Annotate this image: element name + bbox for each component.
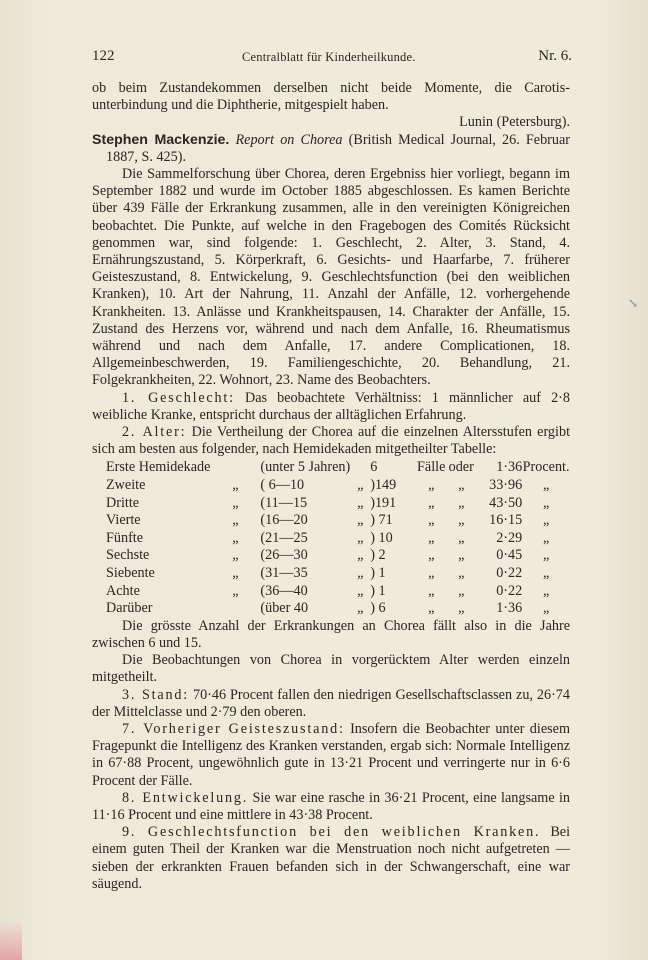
table-cell-q1: „ <box>232 565 239 582</box>
issue-number: Nr. 6. <box>538 48 572 64</box>
table-cell-q2 <box>350 459 370 477</box>
intro-paragraph: ob beim Zustandekommen derselben nicht beide Momente, die Carotis-unterbindung und die Diphtherie, mitgespielt haben. <box>92 80 570 114</box>
section-class-text: 70·46 Procent fallen den niedrigen Gesellschaftsclassen zu, 26·74 der Mittelclasse und 2·79 den oberen. <box>92 686 570 720</box>
table-cell-label: Achte <box>106 582 140 599</box>
table-cell-q1: „ <box>232 547 239 564</box>
table-cell-q5: „ <box>542 529 550 546</box>
age-table <box>92 459 570 617</box>
table-cell-q3: „ <box>428 547 435 564</box>
table-cell-q4: „ <box>458 582 465 599</box>
table-cell-q3: „ <box>428 494 435 511</box>
section-sex-heading: 1. Geschlecht: <box>122 389 235 406</box>
table-row <box>92 583 570 601</box>
table-cell-label: Dritte <box>106 494 140 511</box>
table-cell-count: 6 <box>370 459 378 476</box>
table-cell-count: )191 <box>370 494 397 511</box>
table-cell-q3: „ <box>428 565 435 582</box>
section-class-heading: 3. Stand: <box>122 686 190 703</box>
table-cell-label: Fünfte <box>106 529 144 546</box>
table-cell-q3: „ <box>428 512 435 529</box>
table-cell-range: (unter 5 Jahren) <box>260 459 351 476</box>
table-cell-label: Erste Hemidekade <box>106 459 211 476</box>
table-row <box>92 477 570 495</box>
table-cell-q1: „ <box>232 529 239 546</box>
table-cell-q4: „ <box>458 565 465 582</box>
paragraph-overview: Die Sammelforschung über Chorea, deren Ergebniss hier vorliegt, begann im September 1882 und wurde im October 1885 abgeschlossen. Es kamen Berichte über 439 Fälle der Erkrankung zusammen, alle in den vereinigten Königreichen beobachtet. Die Punkte, auf welche in den Fragebogen des Comités Rücksicht genommen war, sind folgende: 1. Geschlecht, 2. Alter, 3. Stand, 4. Ernährungszustand, 5. Körperkraft, 6. Gesichts- und Haarfarbe, 7. früherer Geisteszustand, 8. Entwickelung, 9. Geschlechtsfunction (bei den weiblichen Kranken), 10. Art der Nahrung, 11. Anzahl der Anfälle, 12. vorhergehende Krankheiten. 13. Anlässe und Krankheitspausen, 14. Charakter der Anfälle, 15. Zustand des Herzens vor, während und nach dem Anfalle, 16. Rheumatismus während und nach dem Anfalle, 17. andere Complicationen, 18. Allgemeinbeschwerden, 19. Familiengeschichte, 20. Behandlung, 21. Folgekrankheiten, 22. Wohnort, 23. Name des Beobachters. <box>92 166 570 389</box>
table-cell-q5: „ <box>542 582 550 599</box>
paragraph-advanced-age: Die Beobachtungen von Chorea in vorgerücktem Alter werden einzeln mitgetheilt. <box>92 652 570 686</box>
table-cell-q1: „ <box>232 582 239 599</box>
table-cell-q4: „ <box>458 547 465 564</box>
margin-mark-icon: ↘ <box>628 296 639 310</box>
table-cell-pct: 16·15 <box>489 512 523 529</box>
section-class <box>92 687 570 721</box>
table-cell-count: )149 <box>370 477 397 494</box>
section-sex <box>92 390 570 424</box>
section-sexual-function-heading: 9. Geschlechtsfunction bei den weiblichen Kranken. <box>122 824 541 841</box>
table-cell-range: (36—40 <box>260 582 308 599</box>
section-sexual-function-text: Bei einem guten Theil der Kranken war die Menstruation noch nicht aufgetreten — sieben der erkrankten Frauen befanden sich in der Schwangerschaft, eine war säugend. <box>92 824 571 892</box>
table-cell-pct: 2·29 <box>496 529 523 546</box>
section-age <box>92 424 570 458</box>
page-stain <box>0 920 22 960</box>
table-cell-label: Siebente <box>106 565 155 582</box>
table-cell-q2: „ <box>357 582 364 599</box>
table-cell-count: ) 1 <box>370 582 386 599</box>
intro-signature: Lunin (Petersburg). <box>459 114 570 131</box>
article-citation: (British Medical Journal, 26. Februar 1887, S. 425). <box>106 131 571 165</box>
table-cell-q5: „ <box>542 547 550 564</box>
table-cell-q2: „ <box>357 512 364 529</box>
table-cell-q3: Fälle <box>417 459 446 476</box>
table-cell-q3: „ <box>428 600 435 617</box>
table-cell-pct: 1·36 <box>496 459 523 476</box>
section-development <box>92 790 570 824</box>
table-row <box>92 600 570 618</box>
section-mental-state-text: Insofern die Beobachter unter diesem Fragepunkt die Intelligenz des Kranken verstanden, ergab sich: Normale Intelligenz in 67·88 Procent, ungewöhnlich gute in 13·21 Procent und verringerte nur in 6·6 Procent der Fälle. <box>92 721 570 789</box>
running-title: Centralblatt für Kinderheilkunde. <box>242 50 416 64</box>
table-cell-q2: „ <box>357 529 364 546</box>
table-cell-q2: „ <box>357 565 364 582</box>
table-cell-range: (11—15 <box>260 494 308 511</box>
table-cell-q3: „ <box>428 582 435 599</box>
table-cell-q4: oder <box>448 459 474 476</box>
table-cell-pct: 43·50 <box>489 494 523 511</box>
table-cell-count: ) 6 <box>370 600 386 617</box>
table-cell-q2: „ <box>357 494 364 511</box>
table-cell-q4: „ <box>458 600 465 617</box>
table-cell-range: (26—30 <box>260 547 308 564</box>
table-cell-q5: „ <box>542 512 550 529</box>
table-cell-count: ) 1 <box>370 565 386 582</box>
table-cell-pct: 1·36 <box>496 600 523 617</box>
table-cell-pct: 0·22 <box>496 582 523 599</box>
section-mental-state-heading: 7. Vorheriger Geisteszustand: <box>122 721 345 738</box>
section-sex-text: Das beobachtete Verhältniss: 1 männlicher auf 2·8 weibliche Kranke, entspricht durchaus der alltäglichen Erfahrung. <box>92 389 571 423</box>
section-age-text: Die Vertheilung der Chorea auf die einzelnen Altersstufen ergibt sich am besten aus folgender, nach Hemidekaden mitgetheilter Tabelle: <box>92 424 571 458</box>
table-cell-q4: „ <box>458 494 465 511</box>
table-row <box>92 495 570 513</box>
table-cell-pct: 0·45 <box>496 547 523 564</box>
table-cell-range: (31—35 <box>260 565 308 582</box>
article-title: Report on Chorea <box>235 131 343 148</box>
table-cell-q5: „ <box>542 477 550 494</box>
table-cell-q2: „ <box>357 600 364 617</box>
section-age-heading: 2. Alter: <box>122 424 187 441</box>
age-table-body <box>92 459 570 617</box>
table-cell-label: Sechste <box>106 547 150 564</box>
table-cell-q1 <box>210 600 260 618</box>
table-cell-count: ) 2 <box>370 547 386 564</box>
table-cell-q5: „ <box>542 600 550 617</box>
section-sexual-function <box>92 824 570 893</box>
table-cell-q4: „ <box>458 477 465 494</box>
table-cell-range: (21—25 <box>260 529 308 546</box>
table-cell-range: ( 6—10 <box>260 477 305 494</box>
table-cell-count: ) 10 <box>370 529 393 546</box>
article-heading <box>92 132 570 166</box>
table-cell-q2: „ <box>357 547 364 564</box>
table-cell-q1: „ <box>232 512 239 529</box>
table-cell-label: Zweite <box>106 477 146 494</box>
table-row <box>92 547 570 565</box>
paragraph-age-summary: Die grösste Anzahl der Erkrankungen an Chorea fällt also in die Jahre zwischen 6 und 15. <box>92 617 570 652</box>
table-cell-label: Darüber <box>106 600 153 617</box>
table-cell-range: (16—20 <box>260 512 308 529</box>
page-number: 122 <box>92 48 115 64</box>
table-cell-pct: 0·22 <box>496 565 523 582</box>
section-mental-state <box>92 721 570 790</box>
page-header <box>92 48 572 70</box>
table-cell-q2: „ <box>357 477 364 494</box>
section-development-text: Sie war eine rasche in 36·21 Procent, eine langsame in 11·16 Procent und eine mittlere in 43·38 Procent. <box>92 789 570 824</box>
table-row <box>92 459 570 477</box>
table-cell-q5: „ <box>542 494 550 511</box>
table-cell-label: Vierte <box>106 512 141 529</box>
table-row <box>92 530 570 548</box>
table-cell-q4: „ <box>458 512 465 529</box>
table-cell-q3: „ <box>428 529 435 546</box>
section-development-heading: 8. Entwickelung. <box>122 789 249 806</box>
table-cell-q1: „ <box>232 494 239 511</box>
table-cell-q1: „ <box>232 477 239 494</box>
table-cell-q1 <box>210 459 260 477</box>
table-cell-q4: „ <box>458 529 465 546</box>
table-row <box>92 565 570 583</box>
text-body <box>92 80 570 893</box>
article-author: Stephen Mackenzie. <box>92 131 230 148</box>
table-cell-q5: Procent. <box>522 459 570 476</box>
table-cell-count: ) 71 <box>370 512 393 529</box>
table-cell-range: (über 40 <box>260 600 309 617</box>
table-cell-pct: 33·96 <box>489 477 523 494</box>
table-row <box>92 512 570 530</box>
table-cell-q3: „ <box>428 477 435 494</box>
table-cell-q5: „ <box>542 565 550 582</box>
